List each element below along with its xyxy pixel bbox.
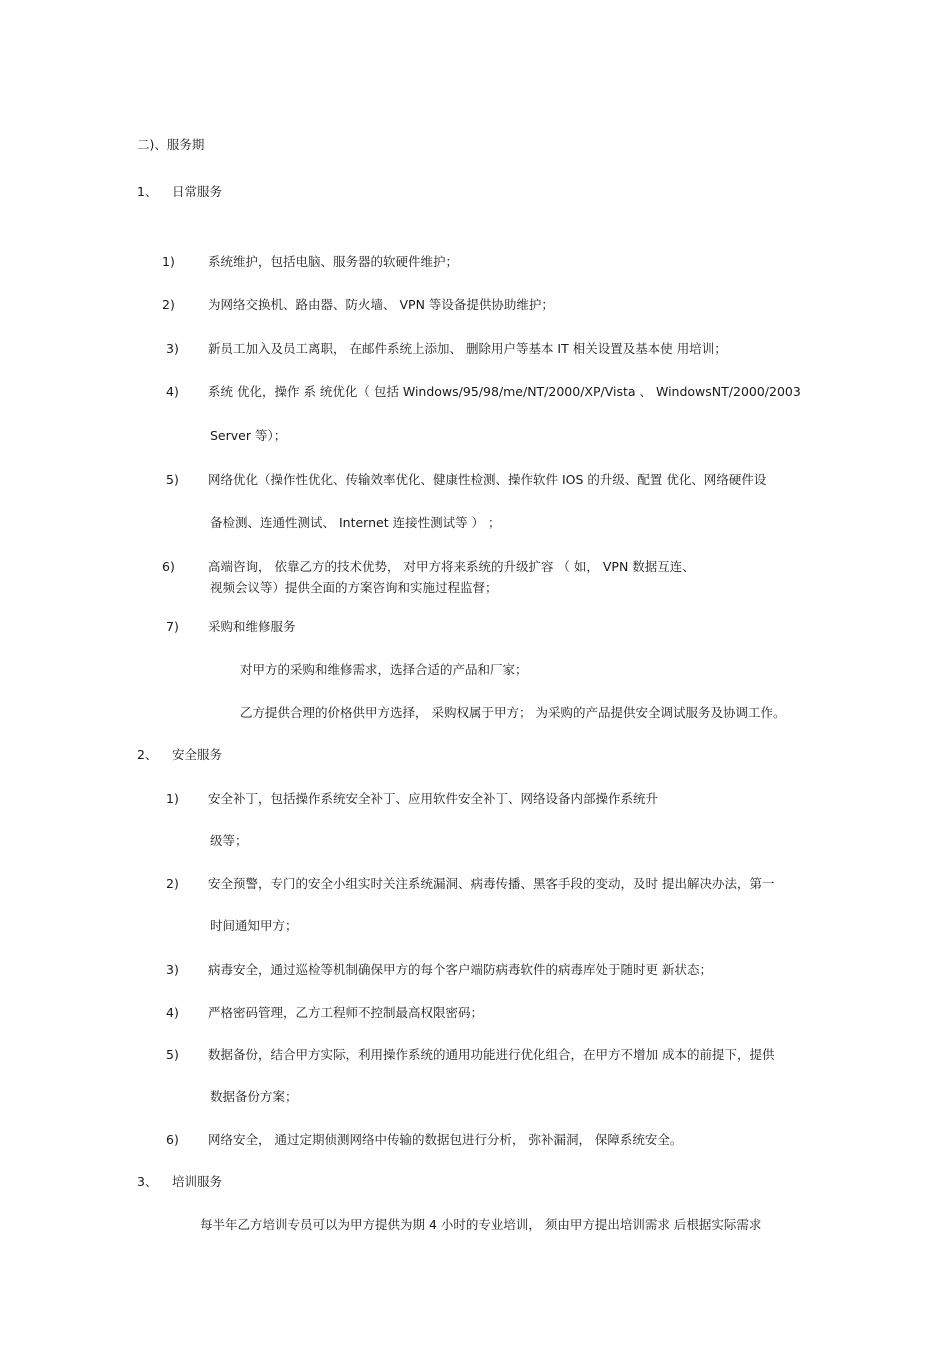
s1-item-1-text: 系统维护，包括电脑、服务器的软硬件维护； bbox=[208, 254, 459, 269]
s2-item-5-text: 数据备份，结合甲方实际，利用操作系统的通用功能进行优化组合，在甲方不增加 成本的前提下，提供 bbox=[208, 1047, 775, 1062]
s1-item-3-text: 新员工加入及员工离职， 在邮件系统上添加、 删除用户等基本 IT 相关设置及基本使 用培训； bbox=[208, 341, 727, 356]
s1-item-3-number: 3) bbox=[166, 341, 179, 356]
s1-item-7-sub-2: 乙方提供合理的价格供甲方选择， 采购权属于甲方； 为采购的产品提供安全调试服务及协调工作。 bbox=[240, 705, 786, 720]
s2-number: 2、 bbox=[137, 747, 158, 762]
s3-paragraph: 每半年乙方培训专员可以为甲方提供为期 4 小时的专业培训， 须由甲方提出培训需求 后根据实际需求 bbox=[200, 1217, 762, 1232]
s2-item-6-text: 网络安全， 通过定期侦测网络中传输的数据包进行分析， 弥补漏洞， 保障系统安全。 bbox=[208, 1132, 683, 1147]
s3-number: 3、 bbox=[137, 1174, 158, 1189]
s2-item-4-text: 严格密码管理，乙方工程师不控制最高权限密码； bbox=[208, 1005, 484, 1020]
s1-item-7-text: 采购和维修服务 bbox=[208, 619, 296, 634]
s1-item-2-number: 2) bbox=[162, 297, 175, 312]
s2-item-5-continuation: 数据备份方案； bbox=[210, 1089, 298, 1104]
s1-item-4-continuation: Server 等）； bbox=[210, 428, 287, 443]
s1-item-7-sub-1: 对甲方的采购和维修需求，选择合适的产品和厂家； bbox=[240, 662, 528, 677]
s2-title: 安全服务 bbox=[172, 747, 223, 762]
s2-item-6-number: 6) bbox=[166, 1132, 179, 1147]
s1-item-6-number: 6) bbox=[162, 559, 175, 574]
s1-item-7-number: 7) bbox=[166, 619, 179, 634]
s2-item-2-text: 安全预警，专门的安全小组实时关注系统漏洞、病毒传播、黑客手段的变动，及时 提出解决办法，第一 bbox=[208, 876, 775, 891]
s1-item-1-number: 1) bbox=[162, 254, 175, 269]
s2-item-5-number: 5) bbox=[166, 1047, 179, 1062]
s2-item-1-number: 1) bbox=[166, 791, 179, 806]
s2-item-1-continuation: 级等； bbox=[210, 833, 248, 848]
s3-title: 培训服务 bbox=[172, 1174, 223, 1189]
s2-item-2-continuation: 时间通知甲方； bbox=[210, 918, 298, 933]
s1-item-6-text: 高端咨询， 依靠乙方的技术优势， 对甲方将来系统的升级扩容 （ 如， VPN 数据互连、 bbox=[208, 559, 695, 574]
s2-item-4-number: 4) bbox=[166, 1005, 179, 1020]
s2-item-3-text: 病毒安全，通过巡检等机制确保甲方的每个客户端防病毒软件的病毒库处于随时更 新状态； bbox=[208, 962, 712, 977]
s2-item-1-text: 安全补丁，包括操作系统安全补丁、应用软件安全补丁、网络设备内部操作系统升 bbox=[208, 791, 659, 806]
section-heading: 二)、服务期 bbox=[137, 137, 205, 152]
s1-item-2-text: 为网络交换机、路由器、防火墙、 VPN 等设备提供协助维护； bbox=[208, 297, 554, 312]
s1-item-4-number: 4) bbox=[166, 384, 179, 399]
s1-title: 日常服务 bbox=[172, 184, 223, 199]
s2-item-3-number: 3) bbox=[166, 962, 179, 977]
s1-item-5-number: 5) bbox=[166, 472, 179, 487]
s1-item-5-text: 网络优化（操作性优化、传输效率优化、健康性检测、操作软件 IOS 的升级、配置 优化、网络硬件设 bbox=[208, 472, 767, 487]
s1-item-5-continuation: 备检测、连通性测试、 Internet 连接性测试等 ） ； bbox=[210, 515, 501, 530]
s1-item-4-text: 系统 优化，操作 系 统优化（ 包括 Windows/95/98/me/NT/2000/XP/Vista 、 WindowsNT/2000/2003 bbox=[208, 384, 801, 399]
s1-number: 1、 bbox=[137, 184, 158, 199]
s1-item-6-continuation: 视频会议等）提供全面的方案咨询和实施过程监督； bbox=[210, 580, 498, 595]
s2-item-2-number: 2) bbox=[166, 876, 179, 891]
